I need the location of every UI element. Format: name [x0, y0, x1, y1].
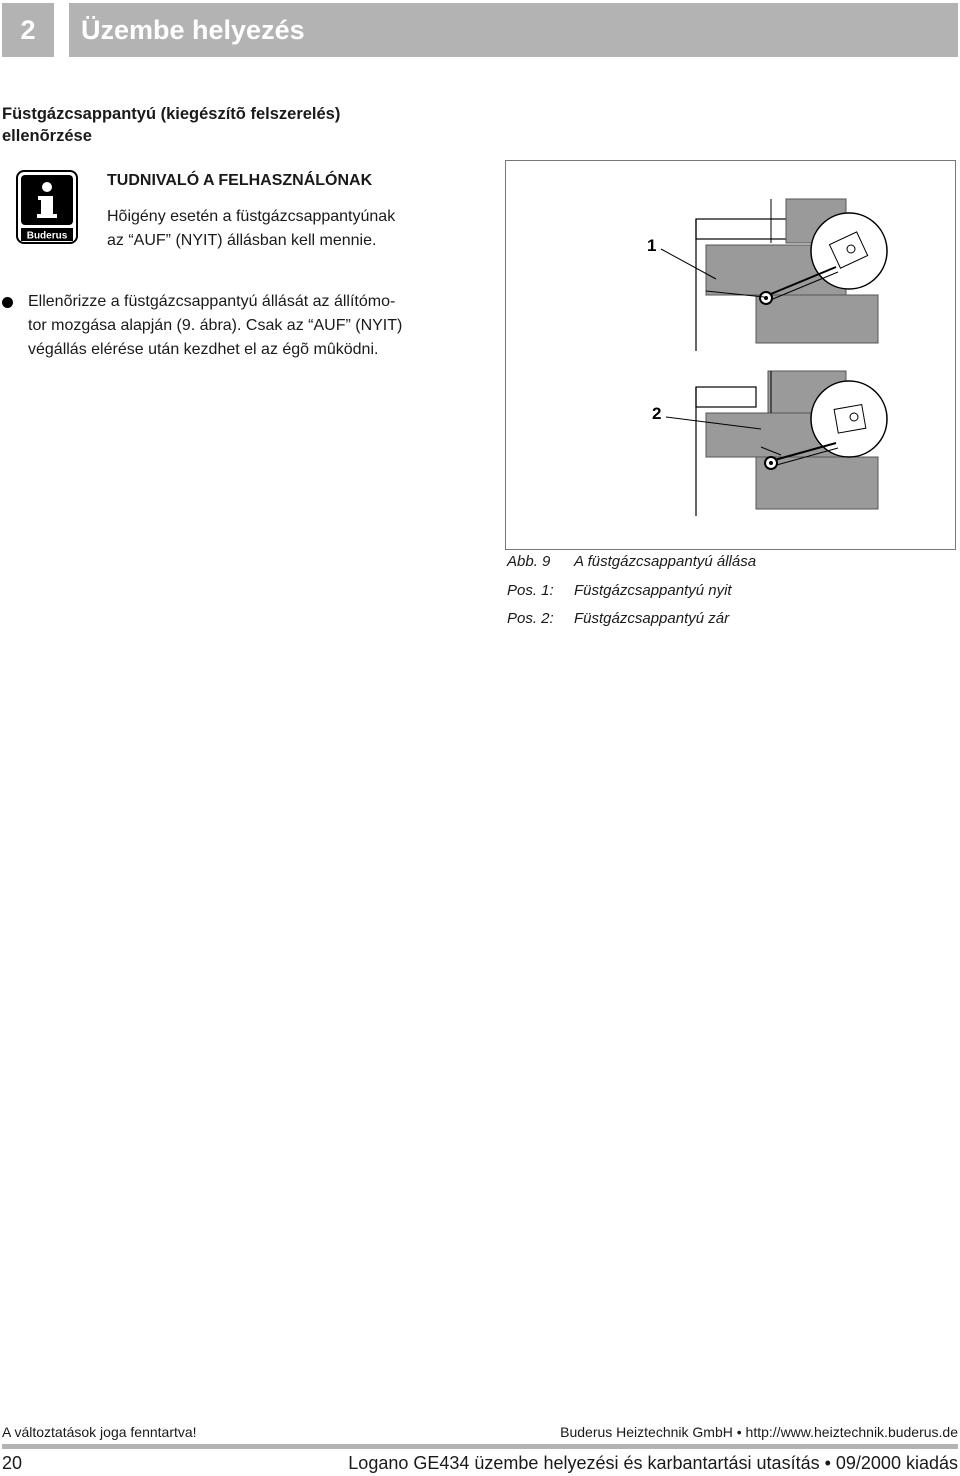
legend-item-label: Pos. 1: [507, 582, 554, 599]
bullet-icon [2, 297, 13, 308]
position-2-marker: 2 [652, 404, 662, 423]
footer-divider [2, 1444, 958, 1449]
chapter-title: Üzembe helyezés [69, 3, 958, 57]
notice-text-line2: az “AUF” (NYIT) állásban kell mennie. [107, 232, 377, 249]
legend-item [507, 609, 729, 629]
chapter-number: 2 [2, 3, 54, 57]
footer-company: Buderus Heiztechnik GmbH • http://www.heiztechnik.buderus.de [560, 1424, 958, 1440]
buderus-logo-text: Buderus [26, 230, 68, 242]
figure-caption-text: A füstgázcsappantyú állása [574, 553, 757, 570]
legend-item-text: Füstgázcsappantyú nyit [574, 582, 732, 599]
figure-caption-label: Abb. 9 [507, 553, 551, 570]
figure-caption [507, 552, 756, 572]
bullet-text [28, 290, 478, 362]
footer-disclaimer: A változtatások joga fenntartva! [2, 1424, 197, 1440]
damper-open-drawing [647, 199, 887, 351]
legend-item-label: Pos. 2: [507, 610, 554, 627]
notice-text [107, 205, 487, 253]
chapter-header [0, 3, 960, 57]
notice-title: TUDNIVALÓ A FELHASZNÁLÓNAK [107, 172, 373, 189]
page-number: 20 [2, 1453, 23, 1473]
document-title: Logano GE434 üzembe helyezési és karbantartási utasítás • 09/2000 kiadás [348, 1453, 958, 1473]
legend-item-text: Füstgázcsappantyú zár [574, 610, 730, 627]
damper-closed-drawing [652, 371, 887, 516]
legend-item [507, 581, 732, 601]
bullet-text-line2: tor mozgása alapján (9. ábra). Csak az “AUF” (NYIT) [28, 317, 403, 334]
flue-damper-figure [505, 160, 956, 550]
section-heading-line2: ellenõrzése [2, 127, 92, 145]
section-heading [2, 103, 442, 147]
section-heading-line1: Füstgázcsappantyú (kiegészítõ felszerelés) [2, 105, 341, 123]
position-1-marker: 1 [647, 236, 657, 255]
info-icon [16, 170, 78, 244]
bullet-text-line1: Ellenõrizze a füstgázcsappantyú állását az állítómo- [28, 293, 396, 310]
bullet-text-line3: végállás elérése után kezdhet el az égõ mûködni. [28, 341, 379, 358]
notice-text-line1: Hõigény esetén a füstgázcsappantyúnak [107, 208, 396, 225]
